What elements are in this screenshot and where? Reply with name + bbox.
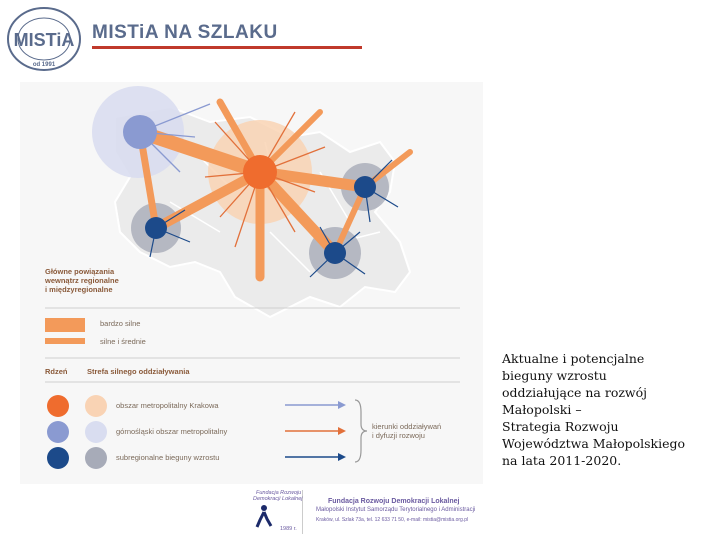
legend-heading-line: i międzyregionalne — [45, 285, 113, 294]
legend-heading-line: Główne powiązania — [45, 267, 115, 276]
footer-org-line: Małopolski Instytut Samorządu Terytorialnego i Administracji — [316, 507, 476, 513]
core-krakow — [243, 155, 277, 189]
legend-zone-sub — [85, 447, 107, 469]
mistia-logo — [6, 6, 82, 72]
caption-line: Województwa Małopolskiego — [502, 436, 686, 451]
legend-arrows — [285, 400, 367, 462]
legend-swatch-strong — [45, 338, 85, 344]
legend-heading-line: wewnątrz regionalne — [45, 276, 119, 285]
caption-line: na lata 2011-2020. — [502, 453, 622, 468]
header-divider — [92, 46, 362, 49]
caption-line: bieguny wzrostu — [502, 368, 607, 383]
legend-arrows-label — [372, 422, 441, 440]
legend-core-gop — [47, 421, 69, 443]
caption-line: Aktualne i potencjalne — [502, 351, 645, 366]
core-oswiecim — [145, 217, 167, 239]
map-panel — [20, 82, 483, 484]
caption-line: Strategia Rozwoju — [502, 419, 619, 434]
legend-item-label: obszar metropolitalny Krakowa — [116, 401, 219, 410]
page-title: MISTiA NA SZLAKU — [92, 22, 278, 43]
footer — [250, 490, 480, 534]
logo-center-text: MISTiA — [13, 30, 75, 50]
legend-arrows-line: i dyfuzji rozwoju — [372, 431, 425, 440]
legend-very-strong-label: bardzo silne — [100, 319, 141, 328]
fundacja-logo-line: Fundacja Rozwoju — [256, 490, 302, 496]
legend-core-label: Rdzeń — [45, 367, 68, 376]
legend-item-label: subregionalne bieguny wzrostu — [116, 453, 220, 462]
legend-core-krakow — [47, 395, 69, 417]
legend-arrows-line: kierunki oddziaływań — [372, 422, 442, 431]
figure-caption — [502, 350, 712, 469]
fundacja-year: 1989 r. — [280, 526, 297, 532]
core-nowy-sacz — [324, 242, 346, 264]
logo-bottom-text: od 1991 — [32, 62, 56, 68]
caption-line: Małopolski – — [502, 402, 582, 417]
footer-contact-line: Kraków, ul. Szlak 73a, tel. 12 633 71 50, e-mail: mistia@mistia.org.pl — [316, 517, 469, 523]
legend-swatch-very-strong — [45, 318, 85, 332]
legend-strong-label: silne i średnie — [100, 337, 146, 346]
caption-line: oddziałujące na rozwój — [502, 385, 648, 400]
core-gop — [123, 115, 157, 149]
legend-heading — [45, 267, 119, 294]
legend-zone-label: Strefa silnego oddziaływania — [87, 367, 190, 376]
walking-person-icon — [254, 504, 274, 528]
legend-zone-gop — [85, 421, 107, 443]
core-tarnow — [354, 176, 376, 198]
fundacja-logo-line: Demokracji Lokalnej — [253, 496, 303, 502]
legend-core-sub — [47, 447, 69, 469]
legend-item-label: górnośląski obszar metropolitalny — [116, 427, 228, 436]
legend-zone-krakow — [85, 395, 107, 417]
footer-org-line: Fundacja Rozwoju Demokracji Lokalnej — [328, 498, 460, 505]
fundacja-logo — [250, 490, 303, 534]
